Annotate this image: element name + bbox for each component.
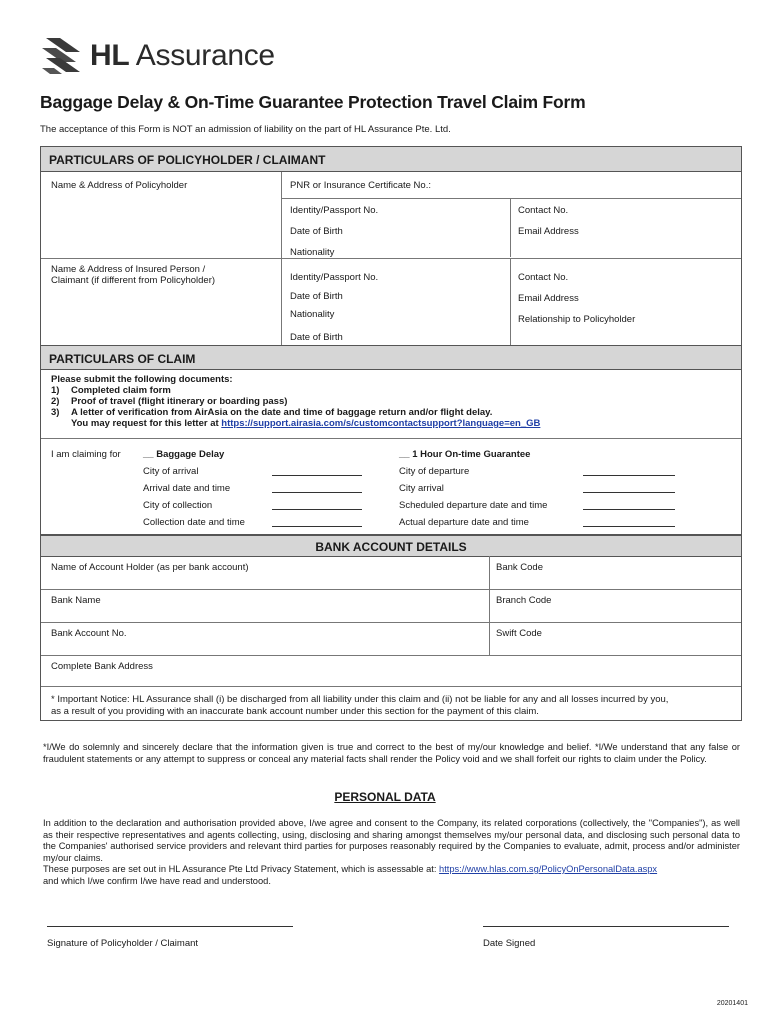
doc-item: Completed claim form bbox=[71, 385, 171, 396]
important-notice-line2: as a result of you providing with an inaccurate bank account number under this section for the payment of this claim. bbox=[51, 706, 539, 717]
important-notice-line1: * Important Notice: HL Assurance shall (i) be discharged from all liability under this claim and (ii) not be liable for any and all losses incurred by you, bbox=[51, 694, 669, 705]
account-number-field[interactable]: Bank Account No. bbox=[51, 628, 127, 639]
insured-label-line1: Name & Address of Insured Person / bbox=[51, 264, 206, 275]
branch-code-field[interactable]: Branch Code bbox=[496, 595, 552, 606]
divider bbox=[281, 198, 741, 199]
divider bbox=[41, 655, 741, 656]
identity-field[interactable]: Identity/Passport No. bbox=[290, 272, 379, 283]
doc-item-continuation: You may request for this letter at https://support.airasia.com/s/customcontactsupport?language=en_GB bbox=[71, 418, 541, 429]
bank-code-field[interactable]: Bank Code bbox=[496, 562, 544, 573]
baggage-field-label: Collection date and time bbox=[143, 517, 245, 528]
section-header-bank: BANK ACCOUNT DETAILS bbox=[40, 535, 742, 557]
ontime-field-label: City arrival bbox=[399, 483, 444, 494]
doc-item: Proof of travel (flight itinerary or boarding pass) bbox=[71, 396, 288, 407]
doc-number: 1) bbox=[51, 385, 60, 396]
logo-text: HL Assurance bbox=[90, 39, 275, 72]
doc-number: 2) bbox=[51, 396, 60, 407]
insured-label-line2: Claimant (if different from Policyholder) bbox=[51, 275, 216, 286]
email-field[interactable]: Email Address bbox=[518, 226, 579, 237]
divider bbox=[489, 556, 490, 655]
divider bbox=[41, 622, 741, 623]
privacy-statement-paragraph: These purposes are set out in HL Assurance Pte Ltd Privacy Statement, which is assessable at: https://www.hlas.com.sg/PolicyOnPersonalData.aspx and which I/we confirm I/we have read and understood. bbox=[43, 864, 658, 886]
pnr-field[interactable]: PNR or Insurance Certificate No.: bbox=[290, 180, 431, 191]
divider bbox=[510, 259, 511, 345]
baggage-field-label: City of collection bbox=[143, 500, 213, 511]
ontime-input-line[interactable] bbox=[583, 492, 675, 493]
ontime-guarantee-option[interactable]: __ 1 Hour On-time Guarantee bbox=[399, 449, 531, 460]
dob-field[interactable]: Date of Birth bbox=[290, 291, 343, 302]
privacy-policy-link[interactable]: https://www.hlas.com.sg/PolicyOnPersonalData.aspx bbox=[439, 864, 658, 874]
personal-data-heading: PERSONAL DATA bbox=[334, 790, 436, 804]
dob-field[interactable]: Date of Birth bbox=[290, 332, 343, 343]
account-holder-field[interactable]: Name of Account Holder (as per bank account) bbox=[51, 562, 249, 573]
baggage-field-label: Arrival date and time bbox=[143, 483, 231, 494]
divider bbox=[41, 589, 741, 590]
airasia-support-link[interactable]: https://support.airasia.com/s/customcontactsupport?language=en_GB bbox=[221, 418, 541, 429]
doc-item: A letter of verification from AirAsia on the date and time of baggage return and/or flight delay. bbox=[71, 407, 493, 418]
baggage-input-line[interactable] bbox=[272, 475, 362, 476]
section-header-policyholder: PARTICULARS OF POLICYHOLDER / CLAIMANT bbox=[40, 146, 742, 172]
bank-name-field[interactable]: Bank Name bbox=[51, 595, 101, 606]
form-title: Baggage Delay & On-Time Guarantee Protection Travel Claim Form bbox=[40, 92, 586, 112]
relationship-field[interactable]: Relationship to Policyholder bbox=[518, 314, 636, 325]
ontime-field-label: Actual departure date and time bbox=[399, 517, 529, 528]
ontime-input-line[interactable] bbox=[583, 509, 675, 510]
nationality-field[interactable]: Nationality bbox=[290, 247, 335, 258]
dob-field[interactable]: Date of Birth bbox=[290, 226, 343, 237]
section-header-claim: PARTICULARS OF CLAIM bbox=[40, 345, 742, 370]
baggage-field-label: City of arrival bbox=[143, 466, 199, 477]
ontime-field-label: Scheduled departure date and time bbox=[399, 500, 548, 511]
declaration-text: *I/We do solemnly and sincerely declare that the information given is true and correct to the best of my/our knowledge and belief. *I/We understand that any false or fraudulent statements or any attempt to suppress or conceal any material facts shall render the Policy void and we shall forfeit our rights to claim under the Policy. bbox=[43, 742, 740, 764]
ontime-input-line[interactable] bbox=[583, 526, 675, 527]
contact-field[interactable]: Contact No. bbox=[518, 205, 569, 216]
swift-code-field[interactable]: Swift Code bbox=[496, 628, 542, 639]
date-signed-line[interactable] bbox=[483, 926, 729, 927]
date-signed-label: Date Signed bbox=[483, 938, 536, 949]
email-field[interactable]: Email Address bbox=[518, 293, 579, 304]
company-logo bbox=[40, 34, 275, 78]
signature-label: Signature of Policyholder / Claimant bbox=[47, 938, 199, 949]
nationality-field[interactable]: Nationality bbox=[290, 309, 335, 320]
policyholder-name-address-label: Name & Address of Policyholder bbox=[51, 180, 188, 191]
divider bbox=[41, 258, 741, 259]
claiming-for-label: I am claiming for bbox=[51, 449, 121, 460]
baggage-input-line[interactable] bbox=[272, 492, 362, 493]
form-version-code: 20201401 bbox=[716, 1000, 748, 1007]
hl-logo-icon bbox=[40, 34, 84, 78]
baggage-delay-option[interactable]: __ Baggage Delay bbox=[143, 449, 225, 460]
divider bbox=[510, 198, 511, 257]
baggage-input-line[interactable] bbox=[272, 526, 362, 527]
divider bbox=[41, 686, 741, 687]
bank-address-field[interactable]: Complete Bank Address bbox=[51, 661, 153, 672]
divider bbox=[41, 438, 741, 439]
identity-field[interactable]: Identity/Passport No. bbox=[290, 205, 379, 216]
doc-number: 3) bbox=[51, 407, 60, 418]
docs-intro: Please submit the following documents: bbox=[51, 374, 233, 385]
form-subtitle: The acceptance of this Form is NOT an admission of liability on the part of HL Assurance Pte. Ltd. bbox=[40, 124, 451, 135]
signature-line[interactable] bbox=[47, 926, 293, 927]
baggage-input-line[interactable] bbox=[272, 509, 362, 510]
personal-data-paragraph: In addition to the declaration and authorisation provided above, I/we agree and consent to the Company, its related corporations (collectively, the "Companies"), as well as their respective representatives and agents collecting, using, disclosing and sharing amongst themselves my/our personal data, and disclosing such personal data to the Companies' authorised service providers and relevant third parties for purposes reasonably required by the Companies to evaluate, admit, process and/or administer my/our claims. bbox=[43, 818, 740, 863]
contact-field[interactable]: Contact No. bbox=[518, 272, 569, 283]
ontime-input-line[interactable] bbox=[583, 475, 675, 476]
ontime-field-label: City of departure bbox=[399, 466, 470, 477]
